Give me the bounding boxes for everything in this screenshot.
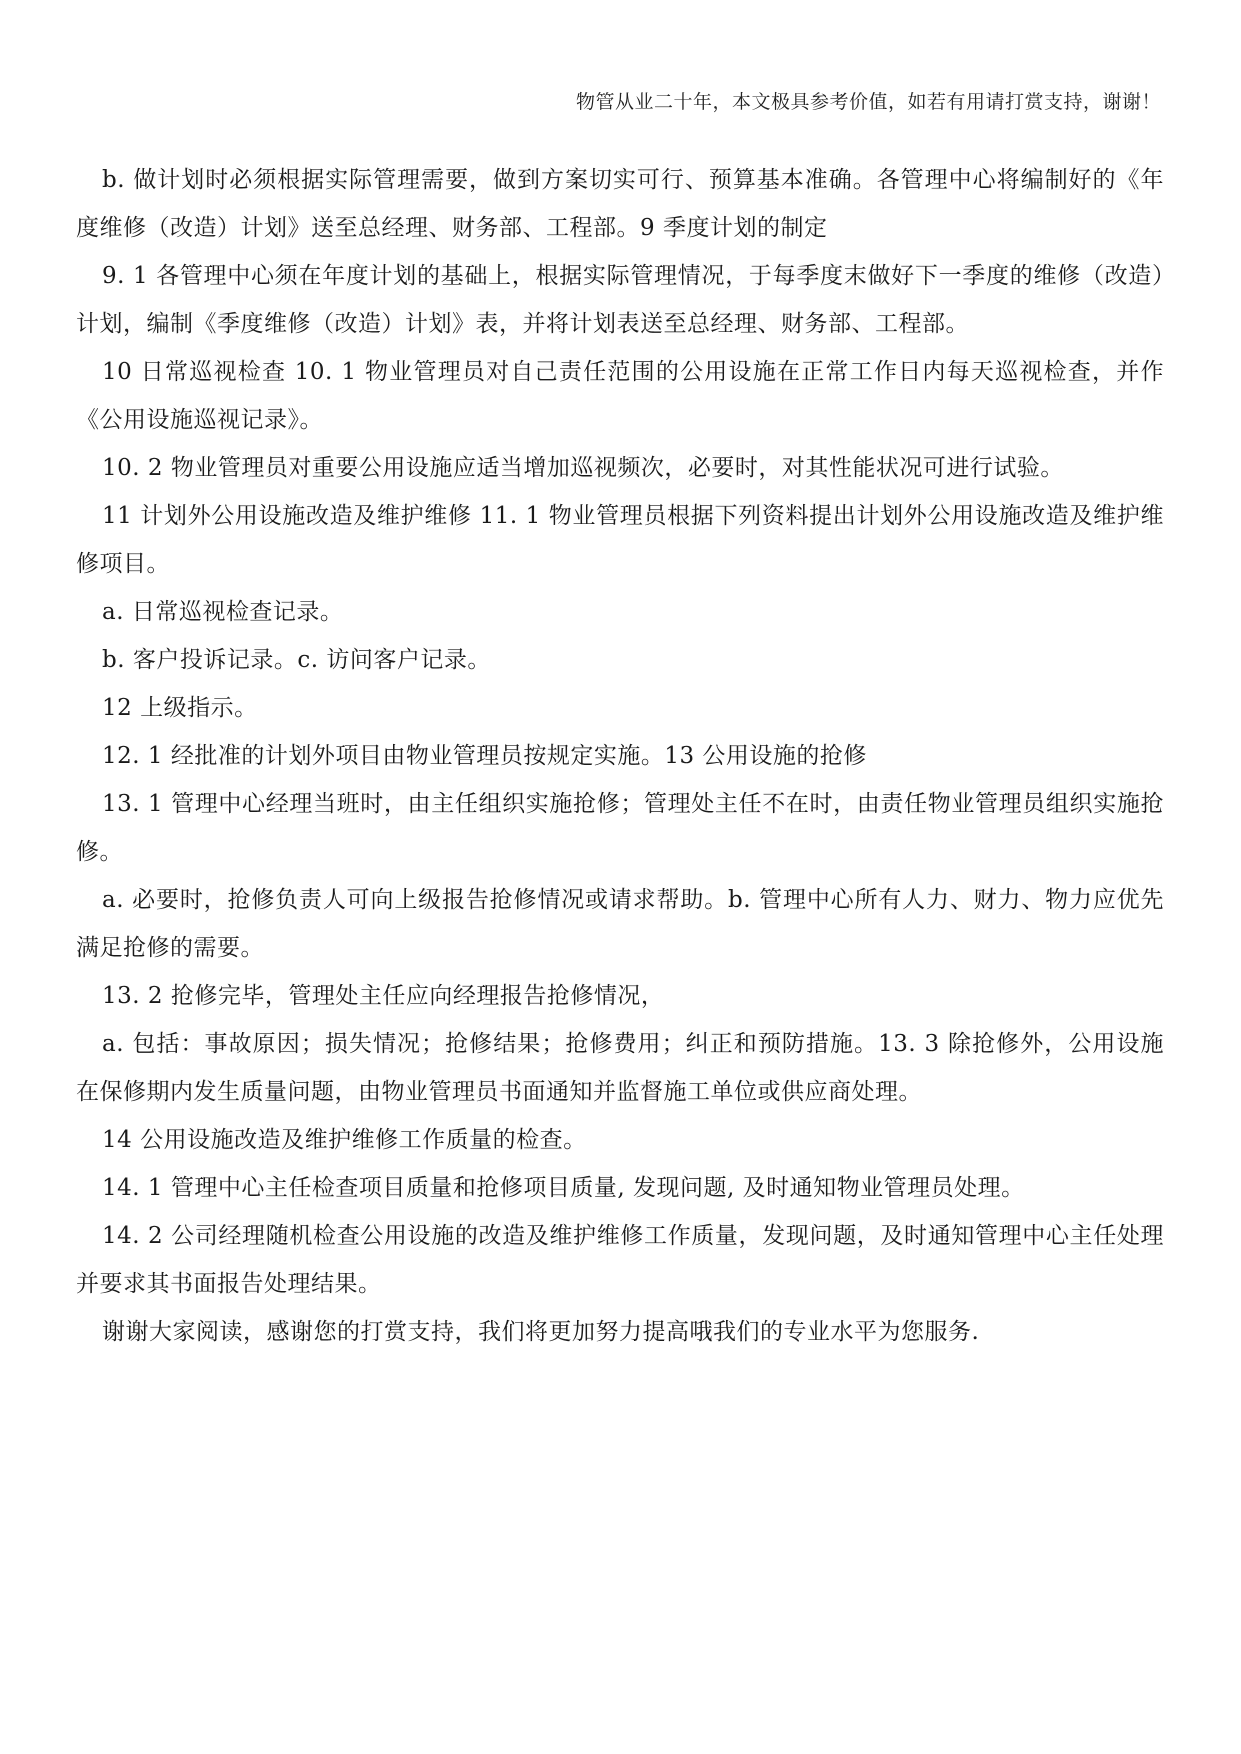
paragraph: 9. 1 各管理中心须在年度计划的基础上，根据实际管理情况，于每季度末做好下一季度的维修（改造）计划，编制《季度维修（改造）计划》表，并将计划表送至总经理、财务部、工程部。 [76,263,1164,337]
paragraph: 10. 2 物业管理员对重要公用设施应适当增加巡视频次，必要时，对其性能状况可进行试验。 [102,455,1064,481]
paragraph: 14. 1 管理中心主任检查项目质量和抢修项目质量, 发现问题, 及时通知物业管理员处理。 [102,1175,1025,1201]
paragraph: 12. 1 经批准的计划外项目由物业管理员按规定实施。13 公用设施的抢修 [102,743,867,769]
paragraph: 13. 2 抢修完毕，管理处主任应向经理报告抢修情况， [102,983,665,1009]
paragraph: a. 日常巡视检查记录。 [102,599,344,625]
paragraph: b. 做计划时必须根据实际管理需要，做到方案切实可行、预算基本准确。各管理中心将编制好的《年度维修（改造）计划》送至总经理、财务部、工程部。9 季度计划的制定 [76,167,1164,241]
paragraph: b. 客户投诉记录。c. 访问客户记录。 [102,647,491,673]
paragraph: a. 必要时，抢修负责人可向上级报告抢修情况或请求帮助。b. 管理中心所有人力、财力、物力应优先满足抢修的需要。 [76,887,1164,961]
paragraph: a. 包括：事故原因；损失情况；抢修结果；抢修费用；纠正和预防措施。13. 3 除抢修外，公用设施在保修期内发生质量问题，由物业管理员书面通知并监督施工单位或供应商处理。 [76,1031,1164,1105]
paragraph: 13. 1 管理中心经理当班时，由主任组织实施抢修；管理处主任不在时，由责任物业管理员组织实施抢修。 [76,791,1164,865]
document-body [76,156,1164,1356]
paragraph: 11 计划外公用设施改造及维护维修 11. 1 物业管理员根据下列资料提出计划外公用设施改造及维护维修项目。 [76,503,1164,577]
closing-paragraph: 谢谢大家阅读，感谢您的打赏支持，我们将更加努力提高哦我们的专业水平为您服务. [102,1319,980,1345]
paragraph: 12 上级指示。 [102,695,258,721]
paragraph: 14 公用设施改造及维护维修工作质量的检查。 [102,1127,587,1153]
paragraph: 10 日常巡视检查 10. 1 物业管理员对自己责任范围的公用设施在正常工作日内每天巡视检查，并作《公用设施巡视记录》。 [76,359,1164,433]
header-note: 物管从业二十年，本文极具参考价值，如若有用请打赏支持，谢谢！ [575,91,1161,113]
paragraph: 14. 2 公司经理随机检查公用设施的改造及维护维修工作质量，发现问题，及时通知管理中心主任处理并要求其书面报告处理结果。 [76,1223,1164,1297]
